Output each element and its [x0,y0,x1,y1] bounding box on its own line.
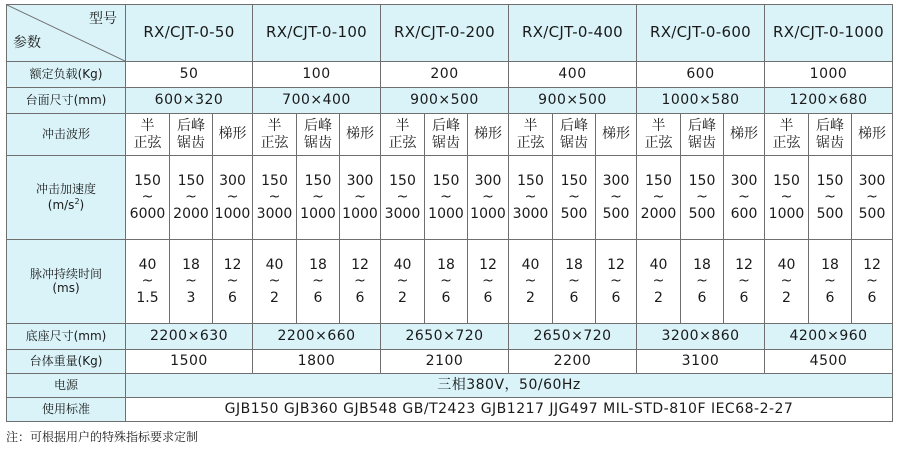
waveform-name: 后峰 [560,118,588,135]
waveform-name-line2: 正弦 [388,134,417,151]
acceleration-value-max: 500 [858,205,886,222]
rated-load-value: 100 [253,62,381,88]
range-tilde: ~ [524,189,537,206]
waveform-name-line2: 锯齿 [688,134,716,151]
pulse-value-min: 40 [777,257,796,274]
weight-value: 4500 [765,350,893,374]
corner-param-label: 参数 [13,34,41,51]
range-tilde: ~ [482,189,494,206]
waveform-name-line2: 正弦 [772,134,801,151]
pulse-value-max: 6 [739,289,749,306]
acceleration-unit: $(m/s^2)$ [47,196,85,212]
model-header: RX/CJT-0-100 [253,5,381,62]
row-label: 使用标准 [7,398,126,422]
waveform-cell [724,114,765,156]
weight-value: 3100 [637,350,765,374]
range-tilde: ~ [354,273,366,290]
pulse-value-max: 6 [697,289,707,306]
range-tilde: ~ [226,189,239,206]
pulse-value-min: 40 [138,257,157,274]
row-label: 冲击波形 [7,114,126,156]
range-tilde: ~ [824,189,836,206]
acceleration-value-min: 300 [219,173,246,190]
model-header: RX/CJT-0-50 [126,5,253,62]
pulse-value-max: 2 [398,289,407,306]
base-size-value: 3200×860 [637,324,765,350]
acceleration-value [553,156,596,240]
waveform-cell [852,114,893,156]
weight-row [7,350,893,374]
acceleration-value [381,156,425,240]
pulse-value-max: 6 [569,289,579,306]
header-row [7,5,893,62]
pulse-value [852,240,893,324]
pulse-value-min: 18 [565,257,583,274]
model-header: RX/CJT-0-1000 [765,5,893,62]
row-label: 底座尺寸(mm) [7,324,126,350]
acceleration-label: 冲击加速度 [35,181,96,196]
pulse-duration-row [7,240,893,324]
waveform-cell [253,114,297,156]
pulse-value-max: 1.5 [136,289,159,306]
pulse-value-min: 40 [265,257,284,274]
row-label: 台面尺寸(mm) [7,88,126,114]
waveform-cell [509,114,553,156]
pulse-value [809,240,852,324]
range-tilde: ~ [568,273,580,290]
pulse-value-max: 2 [654,289,663,306]
waveform-name: 梯形 [218,126,247,143]
range-tilde: ~ [396,273,409,290]
pulse-value [297,240,340,324]
waveform-name: 后峰 [177,118,205,135]
waveform-cell [596,114,637,156]
acceleration-value-min: 150 [773,173,800,190]
waveform-name: 梯形 [602,126,630,143]
waveform-name-line2: 锯齿 [816,134,844,151]
range-tilde: ~ [524,273,537,290]
acceleration-value-max: 500 [816,205,844,222]
waveform-cell [126,114,170,156]
acceleration-value-max: 500 [688,205,716,222]
pulse-value [381,240,425,324]
waveform-name: 半 [395,118,410,135]
range-tilde: ~ [268,273,281,290]
pulse-value-max: 6 [313,289,323,306]
pulse-value [637,240,681,324]
waveform-cell [381,114,425,156]
table-size-value: 600×320 [126,88,253,114]
waveform-cell [553,114,596,156]
acceleration-value-max: 2000 [640,205,677,222]
acceleration-value-max: 3000 [384,205,421,222]
acceleration-value [340,156,381,240]
acceleration-value-min: 150 [560,173,588,190]
pulse-value-min: 12 [223,257,242,274]
range-tilde: ~ [696,189,708,206]
range-tilde: ~ [652,189,665,206]
pulse-value-min: 18 [182,257,200,274]
range-tilde: ~ [824,273,836,290]
range-tilde: ~ [780,273,793,290]
table-size-row [7,88,893,114]
range-tilde: ~ [440,189,452,206]
acceleration-value [509,156,553,240]
range-tilde: ~ [396,189,409,206]
table-size-value: 900×500 [509,88,637,114]
waveform-name: 半 [779,118,794,135]
acceleration-value [170,156,213,240]
rated-load-value: 1000 [765,62,893,88]
row-label [7,240,126,324]
range-tilde: ~ [738,273,750,290]
pulse-value-max: 6 [441,289,451,306]
pulse-value-max: 6 [825,289,835,306]
acceleration-value [468,156,509,240]
waveform-name-line2: 锯齿 [560,134,588,151]
acceleration-value-min: 150 [177,173,205,190]
model-header: RX/CJT-0-200 [381,5,509,62]
acceleration-value [253,156,297,240]
range-tilde: ~ [610,189,622,206]
pulse-value-max: 2 [782,289,791,306]
acceleration-value [724,156,765,240]
waveform-name: 后峰 [304,118,332,135]
waveform-name-line2: 正弦 [644,134,673,151]
corner-model-label: 型号 [89,11,117,27]
pulse-value-min: 12 [607,257,625,274]
pulse-value [126,240,170,324]
waveform-name-line2: 正弦 [260,134,289,151]
acceleration-value [213,156,253,240]
waveform-name: 后峰 [816,118,844,135]
waveform-name: 梯形 [474,126,502,143]
pulse-value-min: 40 [393,257,412,274]
base-size-value: 2650×720 [381,324,509,350]
power-value: 三相380V，50/60Hz [126,374,893,398]
acceleration-value-max: 500 [560,205,588,222]
pulse-value [765,240,809,324]
acceleration-value [681,156,724,240]
acceleration-value [637,156,681,240]
range-tilde: ~ [696,273,708,290]
table-size-value: 1200×680 [765,88,893,114]
acceleration-value [126,156,170,240]
acceleration-value-max: 1000 [470,205,506,222]
pulse-value-min: 18 [821,257,839,274]
acceleration-value-max: 1000 [428,205,464,222]
model-header: RX/CJT-0-600 [637,5,765,62]
acceleration-value-max: 1000 [342,205,378,222]
pulse-value-min: 12 [351,257,369,274]
pulse-value-min: 18 [693,257,711,274]
waveform-cell [213,114,253,156]
table-size-value: 900×500 [381,88,509,114]
range-tilde: ~ [185,273,197,290]
base-size-row [7,324,893,350]
range-tilde: ~ [866,189,878,206]
acceleration-value-min: 150 [304,173,332,190]
range-tilde: ~ [312,273,324,290]
acceleration-value-min: 300 [346,173,374,190]
range-tilde: ~ [312,189,324,206]
pulse-value-max: 6 [355,289,365,306]
acceleration-value [596,156,637,240]
pulse-value [425,240,468,324]
range-tilde: ~ [440,273,452,290]
acceleration-value-min: 150 [517,173,544,190]
acceleration-value-max: 1000 [768,205,805,222]
waveform-cell [425,114,468,156]
acceleration-value-min: 150 [432,173,460,190]
waveform-row [7,114,893,156]
pulse-value [253,240,297,324]
waveform-name-line2: 正弦 [516,134,545,151]
pulse-value-max: 2 [270,289,279,306]
acceleration-value-min: 150 [389,173,416,190]
pulse-value-max: 6 [483,289,493,306]
waveform-cell [765,114,809,156]
rated-load-value: 200 [381,62,509,88]
acceleration-value-min: 300 [474,173,502,190]
power-row [7,374,893,398]
rated-load-value: 50 [126,62,253,88]
acceleration-value [425,156,468,240]
base-size-value: 4200×960 [765,324,893,350]
acceleration-value [765,156,809,240]
range-tilde: ~ [268,189,281,206]
range-tilde: ~ [185,189,197,206]
acceleration-value-max: 6000 [129,205,166,222]
model-header: RX/CJT-0-400 [509,5,637,62]
weight-value: 1500 [126,350,253,374]
pulse-value-max: 3 [186,289,196,306]
acceleration-value-max: 2000 [173,205,209,222]
pulse-value [213,240,253,324]
base-size-value: 2200×660 [253,324,381,350]
range-tilde: ~ [141,189,154,206]
waveform-name: 半 [140,118,155,135]
acceleration-value-max: 3000 [256,205,293,222]
pulse-label: 脉冲持续时间 [29,266,102,281]
range-tilde: ~ [610,273,622,290]
acceleration-value-max: 1000 [300,205,336,222]
row-label: 电源 [7,374,126,398]
weight-value: 1800 [253,350,381,374]
waveform-name: 半 [523,118,538,135]
pulse-value [596,240,637,324]
standards-row [7,398,893,422]
acceleration-row [7,156,893,240]
pulse-value [340,240,381,324]
pulse-value-max: 6 [867,289,877,306]
waveform-name: 后峰 [432,118,460,135]
weight-value: 2100 [381,350,509,374]
waveform-name-line2: 锯齿 [432,134,460,151]
waveform-cell [809,114,852,156]
row-label [7,156,126,240]
pulse-value [681,240,724,324]
acceleration-value [809,156,852,240]
acceleration-value-min: 150 [688,173,716,190]
acceleration-value-min: 150 [645,173,672,190]
acceleration-value-max: 3000 [512,205,549,222]
row-label: 台体重量(Kg) [7,350,126,374]
pulse-value [170,240,213,324]
corner-cell [7,5,126,62]
acceleration-value-min: 300 [858,173,886,190]
pulse-value-min: 40 [521,257,540,274]
acceleration-value-min: 300 [602,173,630,190]
range-tilde: ~ [482,273,494,290]
waveform-name: 梯形 [730,126,758,143]
acceleration-value-max: 500 [602,205,630,222]
range-tilde: ~ [780,189,793,206]
rated-load-value: 600 [637,62,765,88]
range-tilde: ~ [141,273,154,290]
pulse-value-min: 12 [863,257,881,274]
range-tilde: ~ [354,189,366,206]
base-size-value: 2200×630 [126,324,253,350]
waveform-name: 梯形 [346,126,374,143]
footnote: 注：可根据用户的特殊指标要求定制 [6,430,199,444]
waveform-cell [340,114,381,156]
acceleration-value-min: 300 [730,173,758,190]
table-size-value: 700×400 [253,88,381,114]
pulse-value [509,240,553,324]
acceleration-value-min: 150 [816,173,844,190]
pulse-unit: (ms) [52,280,80,295]
waveform-cell [637,114,681,156]
waveform-cell [468,114,509,156]
acceleration-value-max: 1000 [214,205,251,222]
acceleration-value-max: 600 [730,205,758,222]
table-size-value: 1000×580 [637,88,765,114]
base-size-value: 2650×720 [509,324,637,350]
range-tilde: ~ [866,273,878,290]
pulse-value-max: 2 [526,289,535,306]
waveform-name-line2: 锯齿 [177,134,205,151]
waveform-name-line2: 锯齿 [304,134,332,151]
range-tilde: ~ [568,189,580,206]
pulse-value [724,240,765,324]
pulse-value-min: 12 [479,257,497,274]
weight-value: 2200 [509,350,637,374]
standards-value: GJB150 GJB360 GJB548 GB/T2423 GJB1217 JJG497 MIL-STD-810F IEC68-2-27 [126,398,893,422]
spec-table [6,4,893,422]
acceleration-value-min: 150 [261,173,288,190]
waveform-cell [681,114,724,156]
pulse-value-min: 18 [309,257,327,274]
pulse-value-max: 6 [611,289,621,306]
waveform-name: 后峰 [688,118,716,135]
waveform-cell [170,114,213,156]
pulse-value [468,240,509,324]
waveform-cell [297,114,340,156]
acceleration-value [297,156,340,240]
row-label: 额定负载(Kg) [7,62,126,88]
waveform-name: 半 [267,118,282,135]
range-tilde: ~ [738,189,750,206]
waveform-name: 梯形 [858,126,886,143]
rated-load-value: 400 [509,62,637,88]
pulse-value-min: 12 [735,257,753,274]
acceleration-value [852,156,893,240]
pulse-value-min: 40 [649,257,668,274]
pulse-value [553,240,596,324]
pulse-value-min: 18 [437,257,455,274]
pulse-value-max: 6 [228,289,237,306]
range-tilde: ~ [652,273,665,290]
waveform-name-line2: 正弦 [133,134,162,151]
rated-load-row [7,62,893,88]
range-tilde: ~ [226,273,239,290]
acceleration-value-min: 150 [134,173,161,190]
waveform-name: 半 [651,118,666,135]
